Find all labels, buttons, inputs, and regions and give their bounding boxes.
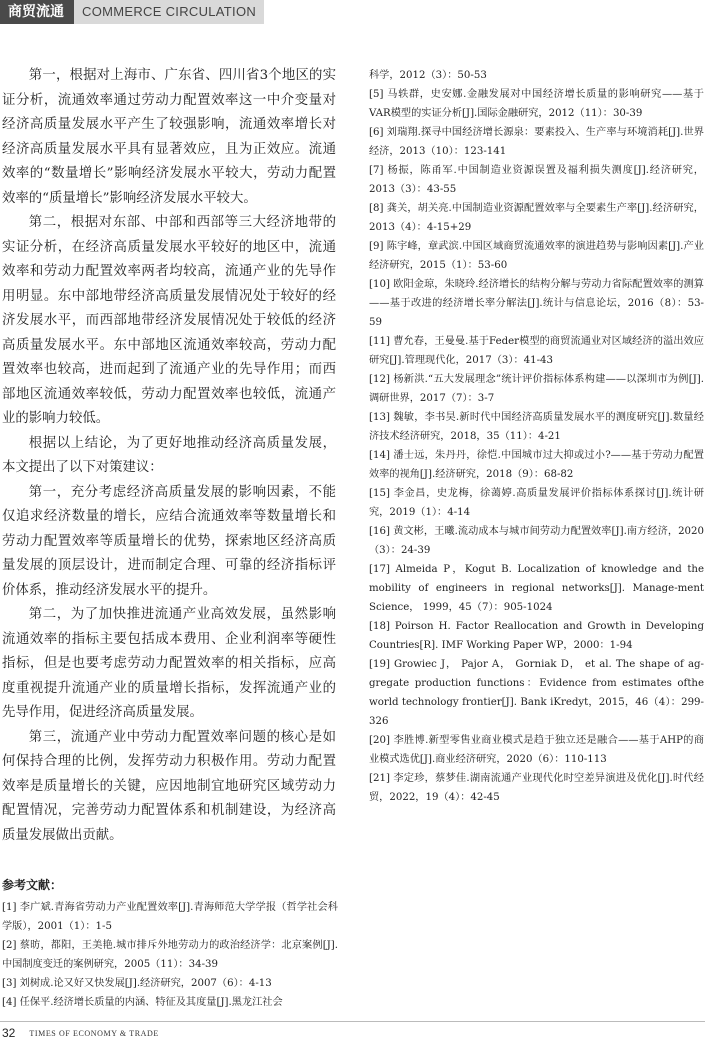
body-paragraph: 第二，根据对东部、中部和西部等三大经济地带的实证分析，在经济高质量发展水平较好的地区中，流通效率和劳动力配置效率两者均较高，流通产业的先导作用明显。东中部地带经济高质量发展情况处于较好的经济发展水平，而西部地带经济发展情况处于较低的经济高质量发展水平。东中部地区流通效率较高，劳动力配置效率也较高，进而起到了流通产业的先导作用；而西部地区流通效率较低，劳动力配置效率也较低，流通产业的影响力较低。 [2,215,336,426]
reference-item: [19] Growiec J， Pajor A， Gorniak D， et al. The shape of ag-gregate production functions：Evidence from estimates ofthe world technology frontier[J]. Bank iKredyt，2015，46（4）：299-326 [369,659,704,727]
reference-item: [21] 李定珍，蔡梦佳.湖南流通产业现代化时空差异演进及优化[J].时代经贸，2022，19（4）：42-45 [369,773,704,803]
reference-item: [11] 曹允春，王曼曼.基于Feder模型的商贸流通业对区域经济的溢出效应研究[J].管理现代化，2017（3）：41-43 [369,336,704,366]
reference-item: 科学，2012（3）：50-53 [369,70,487,81]
reference-item: [5] 马轶群，史安娜.金融发展对中国经济增长质量的影响研究——基于VAR模型的实证分析[J].国际金融研究，2012（11）：30-39 [369,89,704,119]
body-text-column [0,64,338,848]
body-paragraph: 第三，流通产业中劳动力配置效率问题的核心是如何保持合理的比例，发挥劳动力积极作用。劳动力配置效率是质量增长的关键，应因地制宜地研究区域劳动力配置情况，完善劳动力配置体系和机制建设，为经济高质量发展做出贡献。 [2,729,336,843]
reference-item: [9] 陈宇峰，章武滨.中国区域商贸流通效率的演进趋势与影响因素[J].产业经济研究，2015（1）：53-60 [369,241,704,271]
body-paragraph: 第二，为了加快推进流通产业高效发展，虽然影响流通效率的指标主要包括成本费用、企业利润率等硬性指标，但是也要考虑劳动力配置效率的相关指标，应高度重视提升流通产业的质量增长指标，发挥流通产业的先导作用，促进经济高质量发展。 [2,607,336,720]
reference-item: [18] Poirson H. Factor Reallocation and Growth in Developing Countries[R]. IMF Working Paper WP，2000：1-94 [369,621,704,651]
references-right [367,66,704,807]
reference-item: [13] 魏敏，李书昊.新时代中国经济高质量发展水平的测度研究[J].数量经济技术经济研究，2018，35（11）：4-21 [369,412,704,442]
reference-item: [7] 杨振，陈甬军.中国制造业资源误置及福利损失测度[J].经济研究，2013（3）：43-55 [369,165,704,195]
body-paragraph: 根据以上结论，为了更好地推动经济高质量发展，本文提出了以下对策建议： [2,435,336,475]
reference-item: [14] 潘士远，朱丹丹，徐恺.中国城市过大抑或过小?——基于劳动力配置效率的视角[J].经济研究，2018（9）：68-82 [369,450,704,480]
reference-item: [4] 任保平.经济增长质量的内涵、特征及其度量[J].黑龙江社会 [2,997,283,1008]
reference-item: [1] 李广斌.青海省劳动力产业配置效率[J].青海师范大学学报（哲学社会科学版），2001（1）：1-5 [2,902,338,932]
section-title: 商贸流通 [0,0,74,24]
reference-item: [12] 杨新洪.“五大发展理念”统计评价指标体系构建——以深圳市为例[J].调研世界，2017（7）：3-7 [369,374,704,404]
references-heading: 参考文献： [2,878,63,892]
page-number: 32 [2,1026,16,1040]
reference-item: [20] 李胜博.新型零售业商业模式是趋于独立还是融合——基于AHP的商业模式选优[J].商业经济研究，2020（6）：110-113 [369,735,704,765]
page-footer [0,1021,705,1044]
section-header [0,0,264,24]
reference-item: [3] 刘树成.论又好又快发展[J].经济研究，2007（6）：4-13 [2,978,272,989]
reference-item: [17] Almeida P，Kogut B. Localization of knowledge and the mobility of engineers in regional networks[J]. Manage-ment Science， 1999，45（7）：905-1024 [369,564,704,613]
body-paragraph: 第一，根据对上海市、广东省、四川省3个地区的实证分析，流通效率通过劳动力配置效率这一中介变量对经济高质量发展水平产生了较强影响，流通效率增长对经济高质量发展水平具有显著效应，且为正效应。流通效率的“数量增长”影响经济发展水平较大，劳动力配置效率的“质量增长”影响经济发展水平较大。 [2,68,336,206]
references-left [0,876,338,1012]
section-subtitle: COMMERCE CIRCULATION [74,0,264,24]
reference-item: [16] 黄文彬，王曦.流动成本与城市间劳动力配置效率[J].南方经济，2020（3）：24-39 [369,526,704,556]
reference-item: [8] 龚关，胡关亮.中国制造业资源配置效率与全要素生产率[J].经济研究，2013（4）：4-15+29 [369,203,704,233]
body-paragraph: 第一，充分考虑经济高质量发展的影响因素，不能仅追求经济数量的增长，应结合流通效率等数量增长和劳动力配置效率等质量增长的优势，探索地区经济高质量发展的顶层设计，进而制定合理、可靠的经济指标评价体系，推动经济发展水平的提升。 [2,484,336,598]
reference-item: [2] 蔡昉，都阳，王美艳.城市排斥外地劳动力的政治经济学：北京案例[J].中国制度变迁的案例研究，2005（11）：34-39 [2,940,338,970]
reference-item: [10] 欧阳金琼，朱晓玲.经济增长的结构分解与劳动力省际配置效率的测算——基于改进的经济增长率分解法[J].统计与信息论坛，2016（8）：53-59 [369,279,704,328]
reference-item: [15] 李金昌，史龙梅，徐蔼婷.高质量发展评价指标体系探讨[J].统计研究，2019（1）：4-14 [369,488,704,518]
journal-name: TIMES OF ECONOMY & TRADE [29,1028,159,1038]
reference-item: [6] 刘瑞翔.探寻中国经济增长源泉：要素投入、生产率与环境消耗[J].世界经济，2013（10）：123-141 [369,127,704,157]
